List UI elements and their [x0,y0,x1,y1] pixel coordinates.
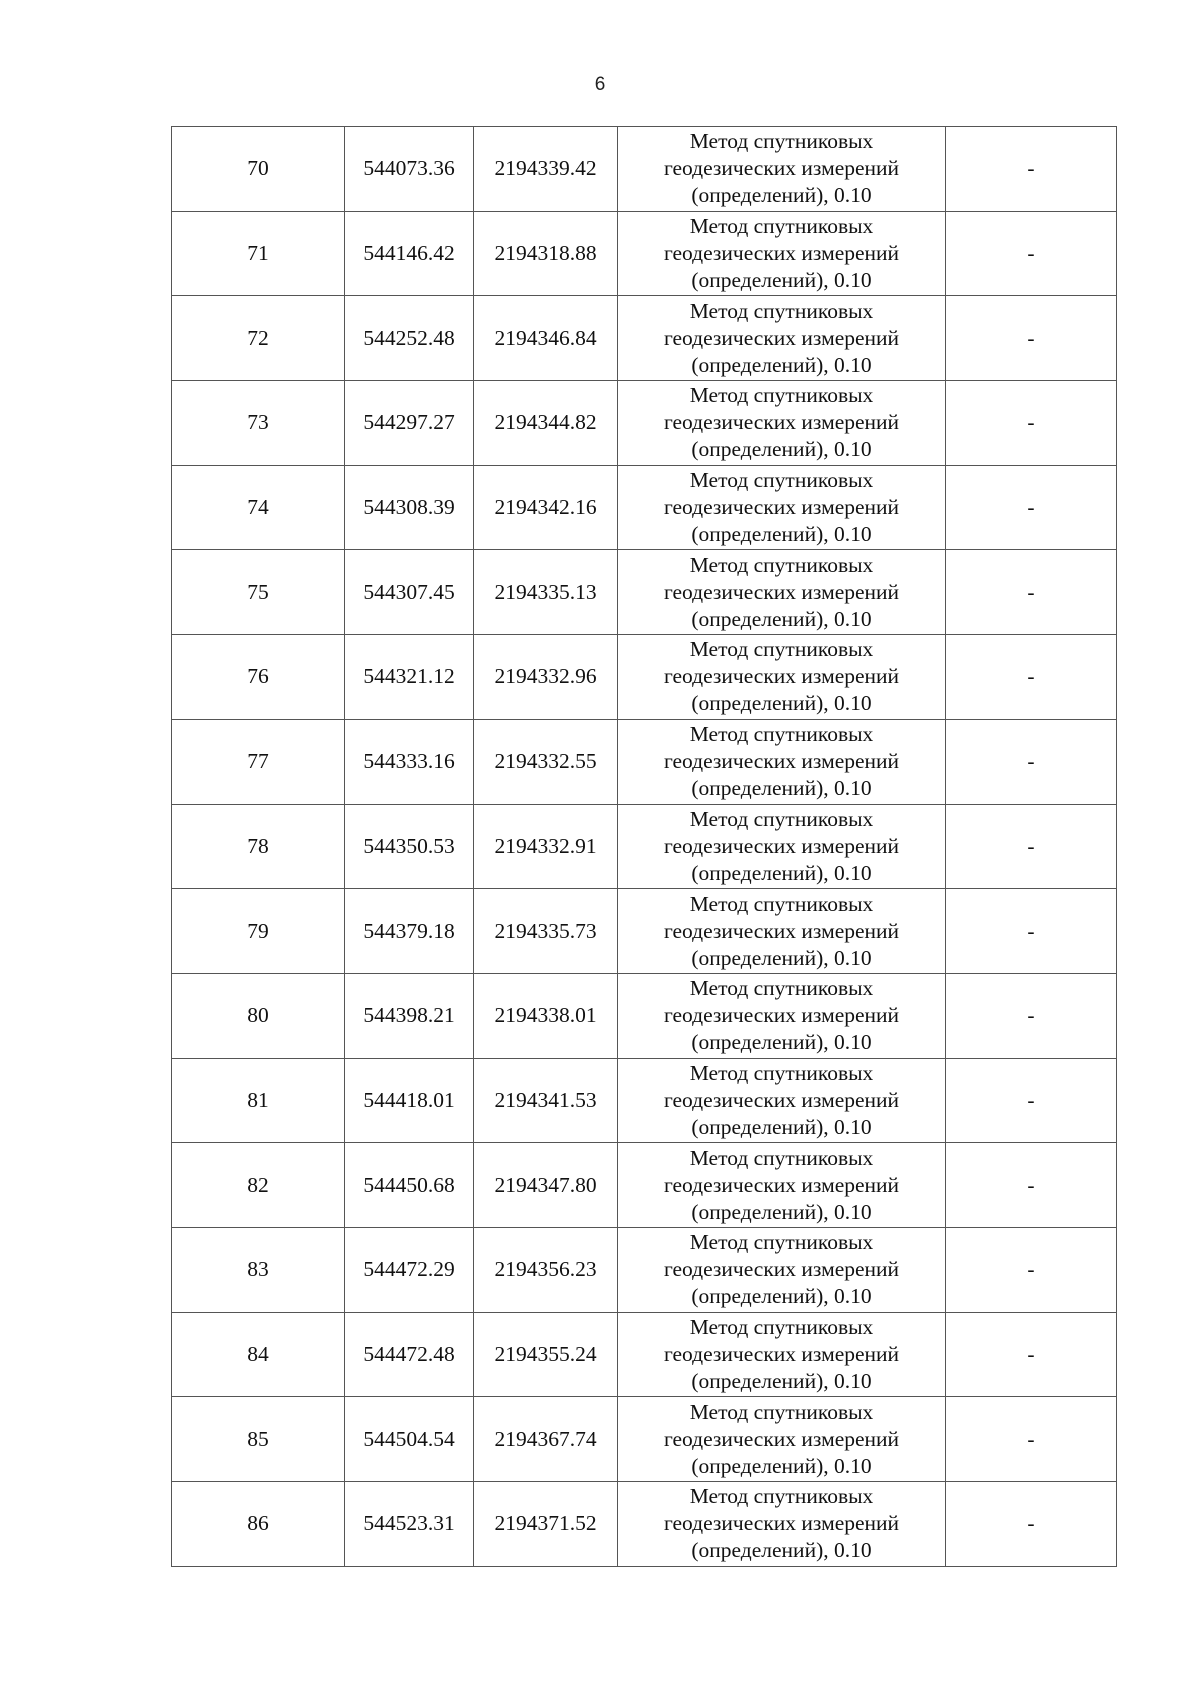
note-cell: - [946,550,1117,635]
method-line-2: геодезических измерений [663,1511,900,1536]
method-line-2: геодезических измерений [663,1087,900,1112]
table-row [172,1143,1117,1228]
method-line-1: Метод спутниковых [689,383,874,408]
note-cell: - [946,296,1117,381]
point-number-cell: 75 [172,550,345,635]
note-cell: - [946,635,1117,720]
method-line-3: (определений), 0.10 [691,1368,872,1393]
note-cell: - [946,889,1117,974]
point-number-cell: 85 [172,1397,345,1482]
y-coordinate-cell: 2194356.23 [474,1227,618,1312]
y-coordinate-cell: 2194342.16 [474,465,618,550]
table-row [172,1058,1117,1143]
method-cell [618,804,946,889]
point-number-cell: 71 [172,211,345,296]
method-line-2: геодезических измерений [663,1172,900,1197]
method-line-3: (определений), 0.10 [691,268,872,293]
note-cell: - [946,211,1117,296]
x-coordinate-cell: 544308.39 [345,465,474,550]
x-coordinate-cell: 544504.54 [345,1397,474,1482]
method-cell [618,1143,946,1228]
method-line-1: Метод спутниковых [689,1484,874,1509]
method-cell [618,211,946,296]
x-coordinate-cell: 544418.01 [345,1058,474,1143]
note-cell: - [946,465,1117,550]
x-coordinate-cell: 544350.53 [345,804,474,889]
x-coordinate-cell: 544472.29 [345,1227,474,1312]
x-coordinate-cell: 544333.16 [345,719,474,804]
method-line-2: геодезических измерений [663,325,900,350]
x-coordinate-cell: 544073.36 [345,127,474,212]
x-coordinate-cell: 544450.68 [345,1143,474,1228]
method-line-3: (определений), 0.10 [691,1114,872,1139]
y-coordinate-cell: 2194335.13 [474,550,618,635]
table-row [172,973,1117,1058]
coordinates-table [171,126,1117,1567]
point-number-cell: 72 [172,296,345,381]
y-coordinate-cell: 2194346.84 [474,296,618,381]
method-line-2: геодезических измерений [663,749,900,774]
note-cell: - [946,973,1117,1058]
y-coordinate-cell: 2194332.96 [474,635,618,720]
method-cell [618,1227,946,1312]
x-coordinate-cell: 544379.18 [345,889,474,974]
table-row [172,804,1117,889]
method-line-3: (определений), 0.10 [691,1284,872,1309]
method-line-2: геодезических измерений [663,156,900,181]
table-row [172,1397,1117,1482]
note-cell: - [946,1312,1117,1397]
method-cell [618,296,946,381]
point-number-cell: 79 [172,889,345,974]
method-line-2: геодезических измерений [663,579,900,604]
x-coordinate-cell: 544297.27 [345,381,474,466]
point-number-cell: 76 [172,635,345,720]
method-line-1: Метод спутниковых [689,214,874,239]
table-row [172,550,1117,635]
x-coordinate-cell: 544472.48 [345,1312,474,1397]
method-line-3: (определений), 0.10 [691,437,872,462]
table-row [172,1482,1117,1567]
note-cell: - [946,719,1117,804]
method-line-3: (определений), 0.10 [691,522,872,547]
table-row [172,719,1117,804]
note-cell: - [946,1482,1117,1567]
point-number-cell: 80 [172,973,345,1058]
method-line-3: (определений), 0.10 [691,945,872,970]
method-line-2: геодезических измерений [663,1257,900,1282]
y-coordinate-cell: 2194335.73 [474,889,618,974]
table-row [172,1227,1117,1312]
note-cell: - [946,1227,1117,1312]
method-line-2: геодезических измерений [663,241,900,266]
method-line-3: (определений), 0.10 [691,1030,872,1055]
table-row [172,465,1117,550]
method-line-3: (определений), 0.10 [691,691,872,716]
method-line-2: геодезических измерений [663,495,900,520]
method-cell [618,889,946,974]
method-cell [618,973,946,1058]
page-number: 6 [594,74,606,95]
y-coordinate-cell: 2194339.42 [474,127,618,212]
method-line-1: Метод спутниковых [689,1230,874,1255]
point-number-cell: 73 [172,381,345,466]
method-line-3: (определений), 0.10 [691,352,872,377]
y-coordinate-cell: 2194367.74 [474,1397,618,1482]
method-line-1: Метод спутниковых [689,891,874,916]
method-line-1: Метод спутниковых [689,976,874,1001]
x-coordinate-cell: 544321.12 [345,635,474,720]
method-line-2: геодезических измерений [663,833,900,858]
note-cell: - [946,804,1117,889]
method-line-2: геодезических измерений [663,664,900,689]
table-row [172,1312,1117,1397]
note-cell: - [946,381,1117,466]
y-coordinate-cell: 2194318.88 [474,211,618,296]
method-line-1: Метод спутниковых [689,298,874,323]
x-coordinate-cell: 544523.31 [345,1482,474,1567]
y-coordinate-cell: 2194355.24 [474,1312,618,1397]
point-number-cell: 70 [172,127,345,212]
point-number-cell: 84 [172,1312,345,1397]
method-cell [618,1312,946,1397]
method-line-2: геодезических измерений [663,1003,900,1028]
method-line-2: геодезических измерений [663,1426,900,1451]
note-cell: - [946,1143,1117,1228]
y-coordinate-cell: 2194332.91 [474,804,618,889]
point-number-cell: 78 [172,804,345,889]
method-line-2: геодезических измерений [663,410,900,435]
method-line-3: (определений), 0.10 [691,183,872,208]
method-line-2: геодезических измерений [663,918,900,943]
method-line-3: (определений), 0.10 [691,860,872,885]
note-cell: - [946,1058,1117,1143]
point-number-cell: 82 [172,1143,345,1228]
table-row [172,889,1117,974]
method-cell [618,465,946,550]
method-line-2: геодезических измерений [663,1341,900,1366]
table-row [172,635,1117,720]
method-cell [618,1058,946,1143]
method-cell [618,127,946,212]
table-row [172,127,1117,212]
note-cell: - [946,127,1117,212]
method-line-1: Метод спутниковых [689,806,874,831]
method-line-3: (определений), 0.10 [691,606,872,631]
y-coordinate-cell: 2194332.55 [474,719,618,804]
y-coordinate-cell: 2194371.52 [474,1482,618,1567]
y-coordinate-cell: 2194341.53 [474,1058,618,1143]
x-coordinate-cell: 544252.48 [345,296,474,381]
method-line-3: (определений), 0.10 [691,1453,872,1478]
point-number-cell: 81 [172,1058,345,1143]
point-number-cell: 83 [172,1227,345,1312]
method-line-1: Метод спутниковых [689,468,874,493]
method-line-1: Метод спутниковых [689,129,874,154]
method-line-3: (определений), 0.10 [691,776,872,801]
method-line-1: Метод спутниковых [689,637,874,662]
x-coordinate-cell: 544398.21 [345,973,474,1058]
x-coordinate-cell: 544307.45 [345,550,474,635]
note-cell: - [946,1397,1117,1482]
y-coordinate-cell: 2194347.80 [474,1143,618,1228]
method-cell [618,381,946,466]
coordinates-table-body [172,127,1117,1567]
point-number-cell: 86 [172,1482,345,1567]
method-cell [618,1482,946,1567]
method-cell [618,719,946,804]
method-cell [618,1397,946,1482]
method-line-3: (определений), 0.10 [691,1538,872,1563]
point-number-cell: 74 [172,465,345,550]
table-row [172,381,1117,466]
y-coordinate-cell: 2194338.01 [474,973,618,1058]
method-line-1: Метод спутниковых [689,1314,874,1339]
y-coordinate-cell: 2194344.82 [474,381,618,466]
method-line-1: Метод спутниковых [689,552,874,577]
method-cell [618,635,946,720]
method-line-1: Метод спутниковых [689,1399,874,1424]
table-row [172,211,1117,296]
x-coordinate-cell: 544146.42 [345,211,474,296]
method-line-1: Метод спутниковых [689,1060,874,1085]
method-line-3: (определений), 0.10 [691,1199,872,1224]
point-number-cell: 77 [172,719,345,804]
method-line-1: Метод спутниковых [689,1145,874,1170]
table-row [172,296,1117,381]
method-cell [618,550,946,635]
method-line-1: Метод спутниковых [689,722,874,747]
